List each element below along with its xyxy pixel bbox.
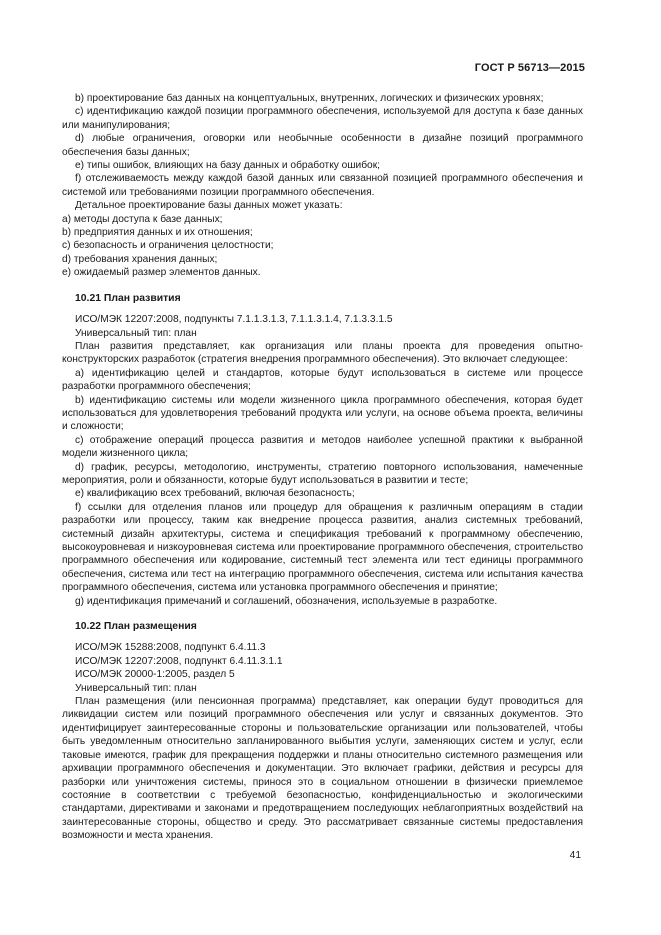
list-item: e) типы ошибок, влияющих на базу данных и обработку ошибок;	[75, 160, 381, 172]
paragraph: План развития представляет, как организация или планы проекта для проведения опытно-конструкторских разработок (стратегия внедрения программного обеспечения). Это включает следующее:	[62, 340, 583, 366]
list-item: e) квалификацию всех требований, включая безопасность;	[75, 488, 355, 500]
list-item: b) предприятия данных и их отношения;	[62, 227, 253, 239]
reference: ИСО/МЭК 20000-1:2005, раздел 5	[75, 669, 235, 681]
paragraph: Детальное проектирование базы данных может указать:	[75, 200, 343, 212]
list-item: c) идентификацию каждой позиции программного обеспечения, используемой для доступа к базе данных или манипулирования;	[62, 106, 583, 131]
document-id: ГОСТ Р 56713—2015	[474, 62, 585, 74]
list-item: a) методы доступа к базе данных;	[62, 213, 223, 225]
list-item: d) требования хранения данных;	[62, 253, 218, 265]
list-item: d) график, ресурсы, методологию, инструменты, стратегию повторного использования, намеченные мероприятия, роли и обязанности, которые будут использоваться в развитии и тесте;	[62, 461, 583, 486]
list-item: c) отображение операций процесса развития и методов наиболее успешной практики к выбранной модели жизненного цикла;	[62, 434, 583, 460]
list-item: f) ссылки для отделения планов или процедур для обращения к различным операциям в стадии разработки или процессу, таким как внедрение процесса развития, анализ системных требований, системный дизайн архитектуры, система и спецификация требований к программному обеспечению, высокоуровневая и низкоуровневая система или проектирование программного обеспечения, строительство программного обеспечения или кодирование, системный тест элемента или тест единицы программного обеспечения, система или тест на интеграцию программного обеспечения, система или испытания качества программного обеспечения, система или установка программного обеспечения и принятие;	[62, 501, 583, 594]
section-heading: 10.21 План развития	[75, 292, 181, 304]
page-number: 41	[569, 850, 581, 861]
reference: ИСО/МЭК 15288:2008, подпункт 6.4.11.3	[75, 642, 266, 654]
universal-type: Универсальный тип: план	[75, 327, 197, 339]
list-item: c) безопасность и ограничения целостности;	[62, 240, 274, 252]
list-item: b) проектирование баз данных на концептуальных, внутренних, логических и физических уровнях;	[75, 93, 544, 104]
paragraph: План размещения (или пенсионная программа) представляет, как операции будут проводиться для ликвидации систем или позиций программного обеспечения или услуг и связанных документов. Это идентифицирует заинтересованные стороны и пользовательские организации или пользователей, чтобы быть уведомленным относительно запланированного выбытия услуги, заменяющих систем и услуг, если таковые имеются, график для прекращения поддержки и планы относительно системного размещения или архивации программного обеспечения и документации. Это включает графики, действия и ресурсы для разборки или уничтожения системы, принося это в социальном отношении в физически приемлемое состояние в соответствии с требуемой безопасностью, конфиденциальностью и экологическими стандартами, директивами и законами и предотвращением последующих неблагоприятных воздействий на заинтересованные стороны, общество и среду. Это рассматривает связанные системы предоставления возможности и места хранения.	[62, 696, 583, 842]
section-heading: 10.22 План размещения	[75, 621, 197, 633]
list-item: b) идентификацию системы или модели жизненного цикла программного обеспечения, которая будет использоваться для удовлетворения требований продукта или услуги, на основе объема проекта, величины и сложности;	[62, 394, 583, 433]
page-body	[62, 92, 583, 843]
list-item: f) отслеживаемость между каждой базой данных или связанной позицией программного обеспечения и системой или требованиями позиции программного обеспечения.	[62, 173, 583, 198]
list-item: e) ожидаемый размер элементов данных.	[62, 267, 261, 279]
list-item: g) идентификация примечаний и соглашений, обозначения, используемые в разработке.	[75, 595, 498, 607]
reference: ИСО/МЭК 12207:2008, подпункт 6.4.11.3.1.1	[75, 655, 283, 667]
list-item: d) любые ограничения, оговорки или необычные особенности в дизайне позиций программного обеспечения базы данных;	[62, 133, 583, 158]
list-item: a) идентификацию целей и стандартов, которые будут использоваться в системе или процессе разработки программного обеспечения;	[62, 367, 583, 393]
reference: ИСО/МЭК 12207:2008, подпункты 7.1.1.3.1.3, 7.1.1.3.1.4, 7.1.3.3.1.5	[75, 314, 393, 326]
universal-type: Универсальный тип: план	[75, 682, 197, 694]
